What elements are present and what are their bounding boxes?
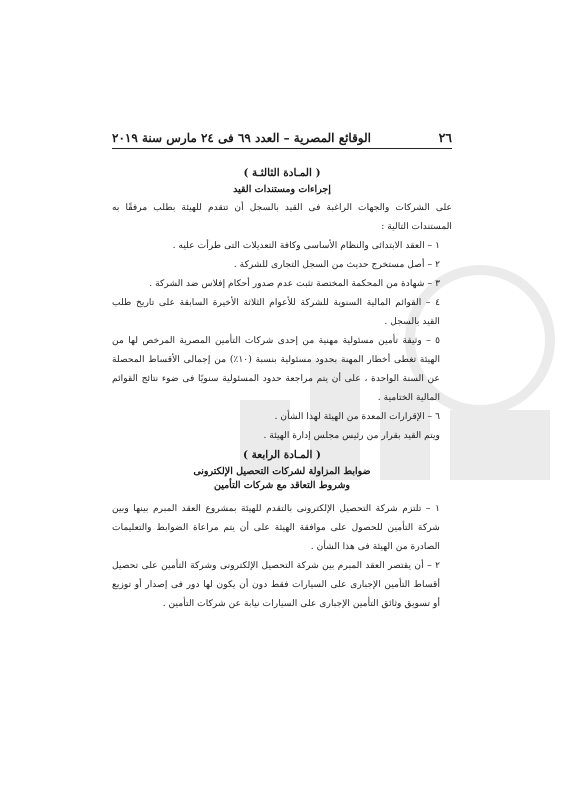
running-title: الوقائع المصرية – العدد ٦٩ فى ٢٤ مارس سنة ٢٠١٩ [112,131,371,145]
article-3-item-6: ٦ – الإقرارات المعدة من الهيئة لهذا الشأن . [274,411,440,422]
article-4-item-1: ١ – تلتزم شركة التحصيل الإلكترونى بالتقدم للهيئة بمشروع العقد المبرم بينها وبين شركة التأمين للحصول على موافقة الهيئة على أن يتم مراعاة الضوابط والتعليمات الصادرة من الهيئة فى هذا الشأن . [112,503,440,552]
article-3-item-5: ٥ – وثيقة تأمين مسئولية مهنية من إحدى شركات التأمين المصرية المرخص لها من الهيئة تغطى أخطار المهنة بحدود مسئولية بنسبة (١٠٪) من إجمالى الأقساط المحصلة عن السنة الواحدة ، على أن يتم مراجعة حدود المسئولية سنويًا فى ضوء نتائج القوائم المالية الختامية . [112,335,440,403]
article-4-item-2: ٢ – أن يقتصر العقد المبرم بين شركة التحصيل الإلكترونى وشركة التأمين على تحصيل أقساط التأمين الإجبارى على السيارات فقط دون أن يكون لها دور فى إصدار أو توزيع أو تسويق وثائق التأمين الإجبارى على السيارات نيابة عن شركات التأمين . [112,560,440,609]
running-header [112,130,452,149]
article-3-subtitle: إجراءات ومستندات القيد [233,184,331,195]
article-3-intro: على الشركات والجهات الراغبة فى القيد بالسجل أن تتقدم للهيئة بطلب مرفقًا به المستندات التالية : [112,202,452,232]
article-3-item-1: ١ – العقد الابتدائى والنظام الأساسى وكافة التعديلات التى طرأت عليه . [172,240,440,251]
article-4-subtitle-2: وشروط التعاقد مع شركات التأمين [214,480,350,491]
article-3-item-2: ٢ – أصل مستخرج حديث من السجل التجارى للشركة . [233,259,440,270]
article-3-title: ( المـادة الثالثـة ) [243,167,321,179]
document-page [112,130,452,613]
page-number: ٢٦ [438,130,452,145]
article-3-item-4: ٤ – القوائم المالية السنوية للشركة للأعوام الثلاثة الأخيرة السابقة على تاريخ طلب القيد بالسجل . [112,297,440,327]
article-4-title: ( المـادة الرابعة ) [243,449,321,461]
article-3-closing: ويتم القيد بقرار من رئيس مجلس إدارة الهيئة . [263,430,440,441]
article-4-subtitle-1: ضوابط المزاولة لشركات التحصيل الإلكترونى [193,466,371,477]
article-3-item-3: ٣ – شهادة من المحكمة المختصة تثبت عدم صدور أحكام إفلاس ضد الشركة . [149,278,440,289]
